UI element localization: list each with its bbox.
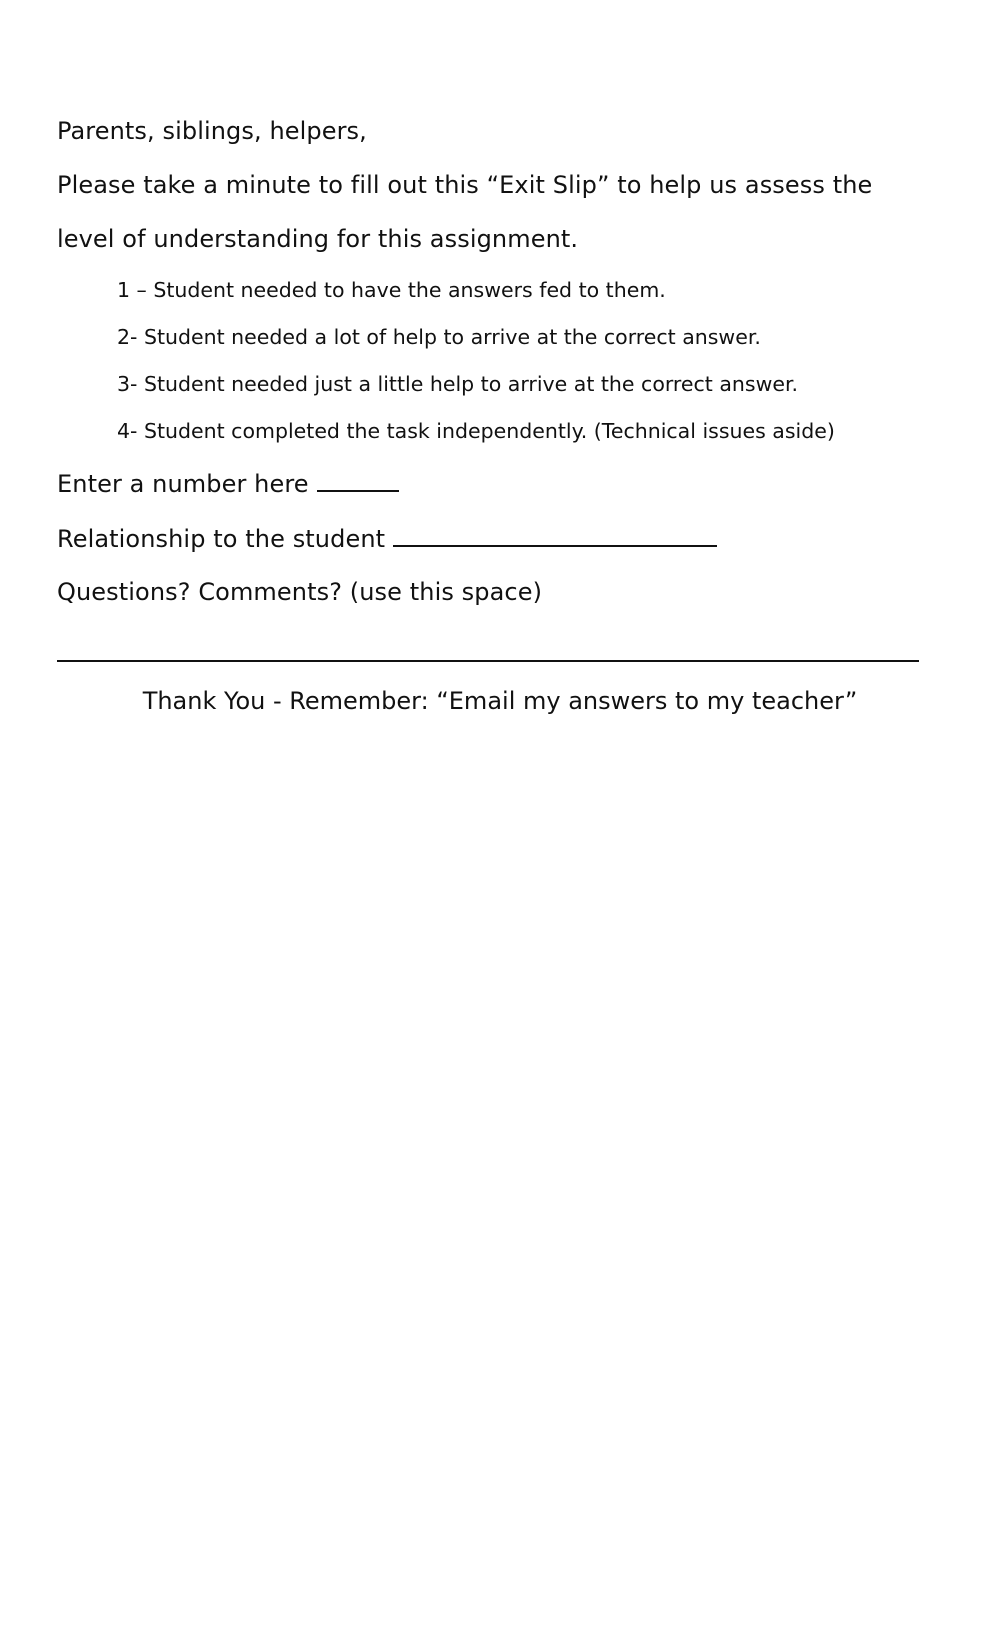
scale-item-3: 3- Student needed just a little help to arrive at the correct answer.	[117, 372, 799, 396]
comments-answer-line[interactable]	[57, 660, 919, 662]
scale-item-4: 4- Student completed the task independently. (Technical issues aside)	[117, 419, 835, 443]
scale-item-1: 1 – Student needed to have the answers fed to them.	[117, 278, 666, 302]
greeting: Parents, siblings, helpers,	[57, 117, 367, 145]
comments-prompt: Questions? Comments? (use this space)	[57, 578, 543, 606]
number-prompt-label: Enter a number here	[57, 470, 309, 498]
number-entry-row	[57, 468, 399, 499]
relationship-answer-blank[interactable]	[393, 523, 717, 547]
number-answer-blank[interactable]	[317, 468, 399, 492]
closing-reminder: Thank You - Remember: “Email my answers to my teacher”	[142, 687, 858, 715]
intro-line-2: level of understanding for this assignment.	[57, 225, 579, 253]
scale-item-2: 2- Student needed a lot of help to arrive at the correct answer.	[117, 325, 761, 349]
relationship-entry-row	[57, 523, 717, 554]
intro-line-1: Please take a minute to fill out this “Exit Slip” to help us assess the	[57, 171, 873, 199]
relationship-prompt-label: Relationship to the student	[57, 525, 386, 553]
